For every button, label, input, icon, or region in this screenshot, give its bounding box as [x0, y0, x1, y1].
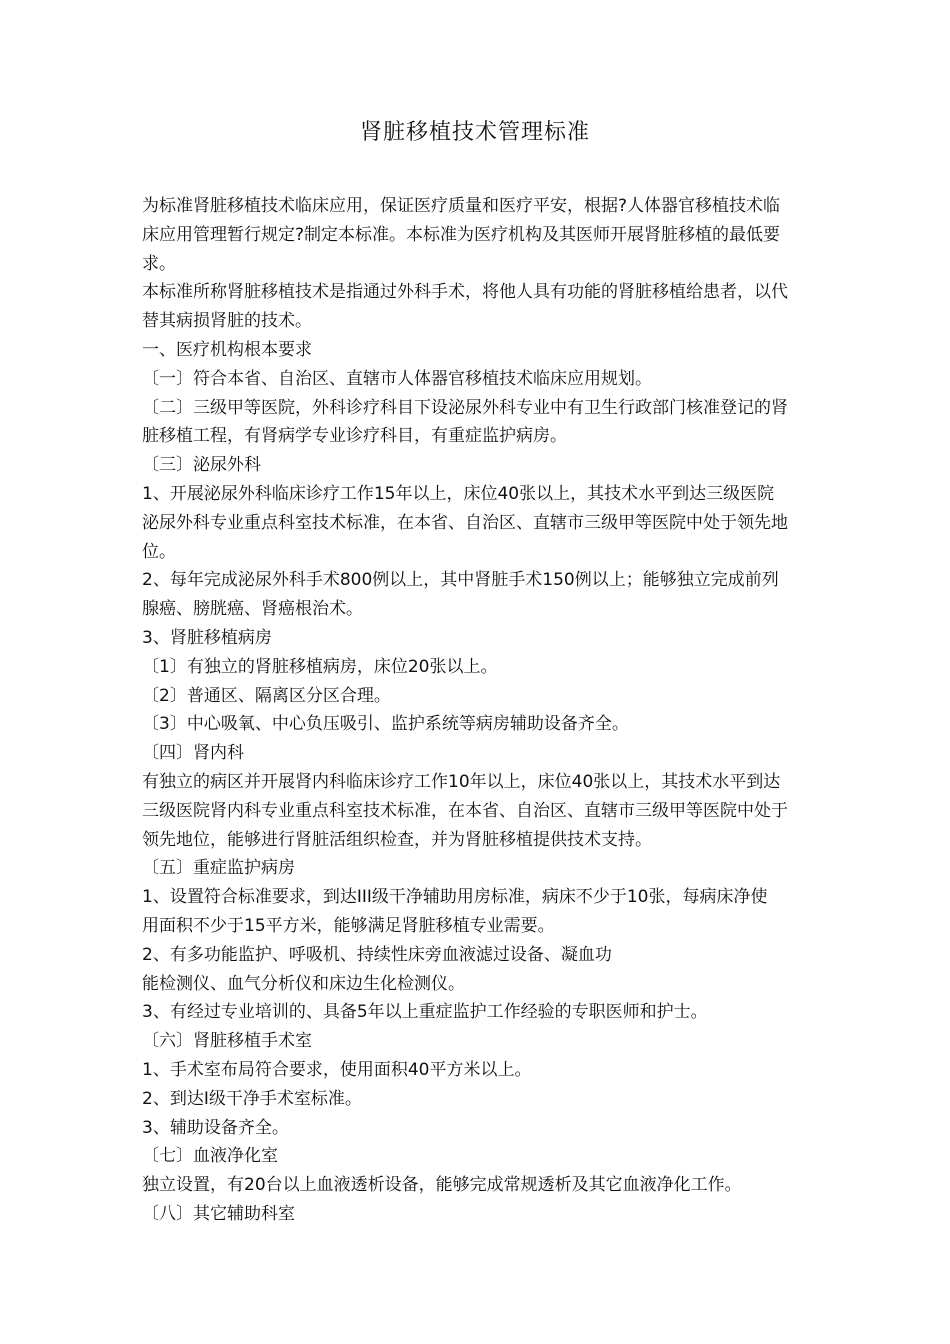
- text-line: 一、医疗机构根本要求: [142, 339, 312, 360]
- text-line: 三级医院肾内科专业重点科室技术标准，在本省、自治区、直辖市三级甲等医院中处于: [142, 800, 788, 821]
- text-line: 〔五〕重症监护病房: [142, 858, 295, 879]
- text-line: 1、开展泌尿外科临床诊疗工作15年以上，床位40张以上，其技术水平到达三级医院: [142, 483, 775, 504]
- text-line: 有独立的病区并开展肾内科临床诊疗工作10年以上，床位40张以上，其技术水平到达: [142, 771, 781, 792]
- text-line: 床应用管理暂行规定?制定本标准。本标准为医疗机构及其医师开展肾脏移植的最低要: [142, 224, 781, 245]
- text-line: 〔一〕符合本省、自治区、直辖市人体器官移植技术临床应用规划。: [142, 368, 652, 389]
- text-line: 1、手术室布局符合要求，使用面积40平方米以上。: [142, 1059, 532, 1080]
- text-line: 〔2〕普通区、隔离区分区合理。: [142, 685, 391, 706]
- document-title: 肾脏移植技术管理标准: [359, 120, 590, 145]
- text-line: 〔1〕有独立的肾脏移植病房，床位20张以上。: [142, 656, 498, 677]
- text-line: 位。: [142, 541, 176, 562]
- text-line: 3、有经过专业培训的、具备5年以上重症监护工作经验的专职医师和护士。: [142, 1002, 708, 1023]
- text-line: 〔二〕三级甲等医院，外科诊疗科目下设泌尿外科专业中有卫生行政部门核准登记的肾: [142, 397, 788, 418]
- text-line: 替其病损肾脏的技术。: [142, 311, 312, 332]
- text-line: 腺癌、膀胱癌、肾癌根治术。: [142, 599, 363, 620]
- text-line: 〔七〕血液净化室: [142, 1146, 278, 1167]
- text-line: 为标准肾脏移植技术临床应用，保证医疗质量和医疗平安，根据?人体器官移植技术临: [142, 196, 781, 216]
- text-line: 脏移植工程，有肾病学专业诊疗科目，有重症监护病房。: [142, 426, 567, 447]
- text-line: 〔3〕中心吸氧、中心负压吸引、监护系统等病房辅助设备齐全。: [142, 714, 629, 735]
- text-line: 〔八〕其它辅助科室: [142, 1203, 295, 1224]
- text-line: 求。: [142, 253, 176, 274]
- text-line: 泌尿外科专业重点科室技术标准，在本省、自治区、直辖市三级甲等医院中处于领先地: [142, 512, 788, 533]
- text-line: 2、到达I级干净手术室标准。: [142, 1088, 362, 1109]
- text-line: 本标准所称肾脏移植技术是指通过外科手术，将他人具有功能的肾脏移植给患者，以代: [142, 282, 788, 303]
- text-line: 3、辅助设备齐全。: [142, 1117, 289, 1138]
- text-line: 〔六〕肾脏移植手术室: [142, 1031, 312, 1052]
- text-line: 独立设置，有20台以上血液透析设备，能够完成常规透析及其它血液净化工作。: [142, 1175, 742, 1196]
- document-body: [142, 192, 882, 1229]
- text-line: 能检测仪、血气分析仪和床边生化检测仪。: [142, 973, 465, 994]
- text-line: 〔四〕肾内科: [142, 743, 244, 764]
- text-line: 2、有多功能监护、呼吸机、持续性床旁血液滤过设备、凝血功: [142, 944, 612, 965]
- text-line: 领先地位，能够进行肾脏活组织检查，并为肾脏移植提供技术支持。: [142, 829, 652, 850]
- text-line: 2、每年完成泌尿外科手术800例以上，其中肾脏手术150例以上；能够独立完成前列: [142, 570, 779, 591]
- text-line: 3、肾脏移植病房: [142, 627, 272, 648]
- text-line: 1、设置符合标准要求，到达III级干净辅助用房标准，病床不少于10张，每病床净使: [142, 887, 768, 908]
- text-line: 〔三〕泌尿外科: [142, 455, 261, 476]
- text-line: 用面积不少于15平方米，能够满足肾脏移植专业需要。: [142, 915, 555, 936]
